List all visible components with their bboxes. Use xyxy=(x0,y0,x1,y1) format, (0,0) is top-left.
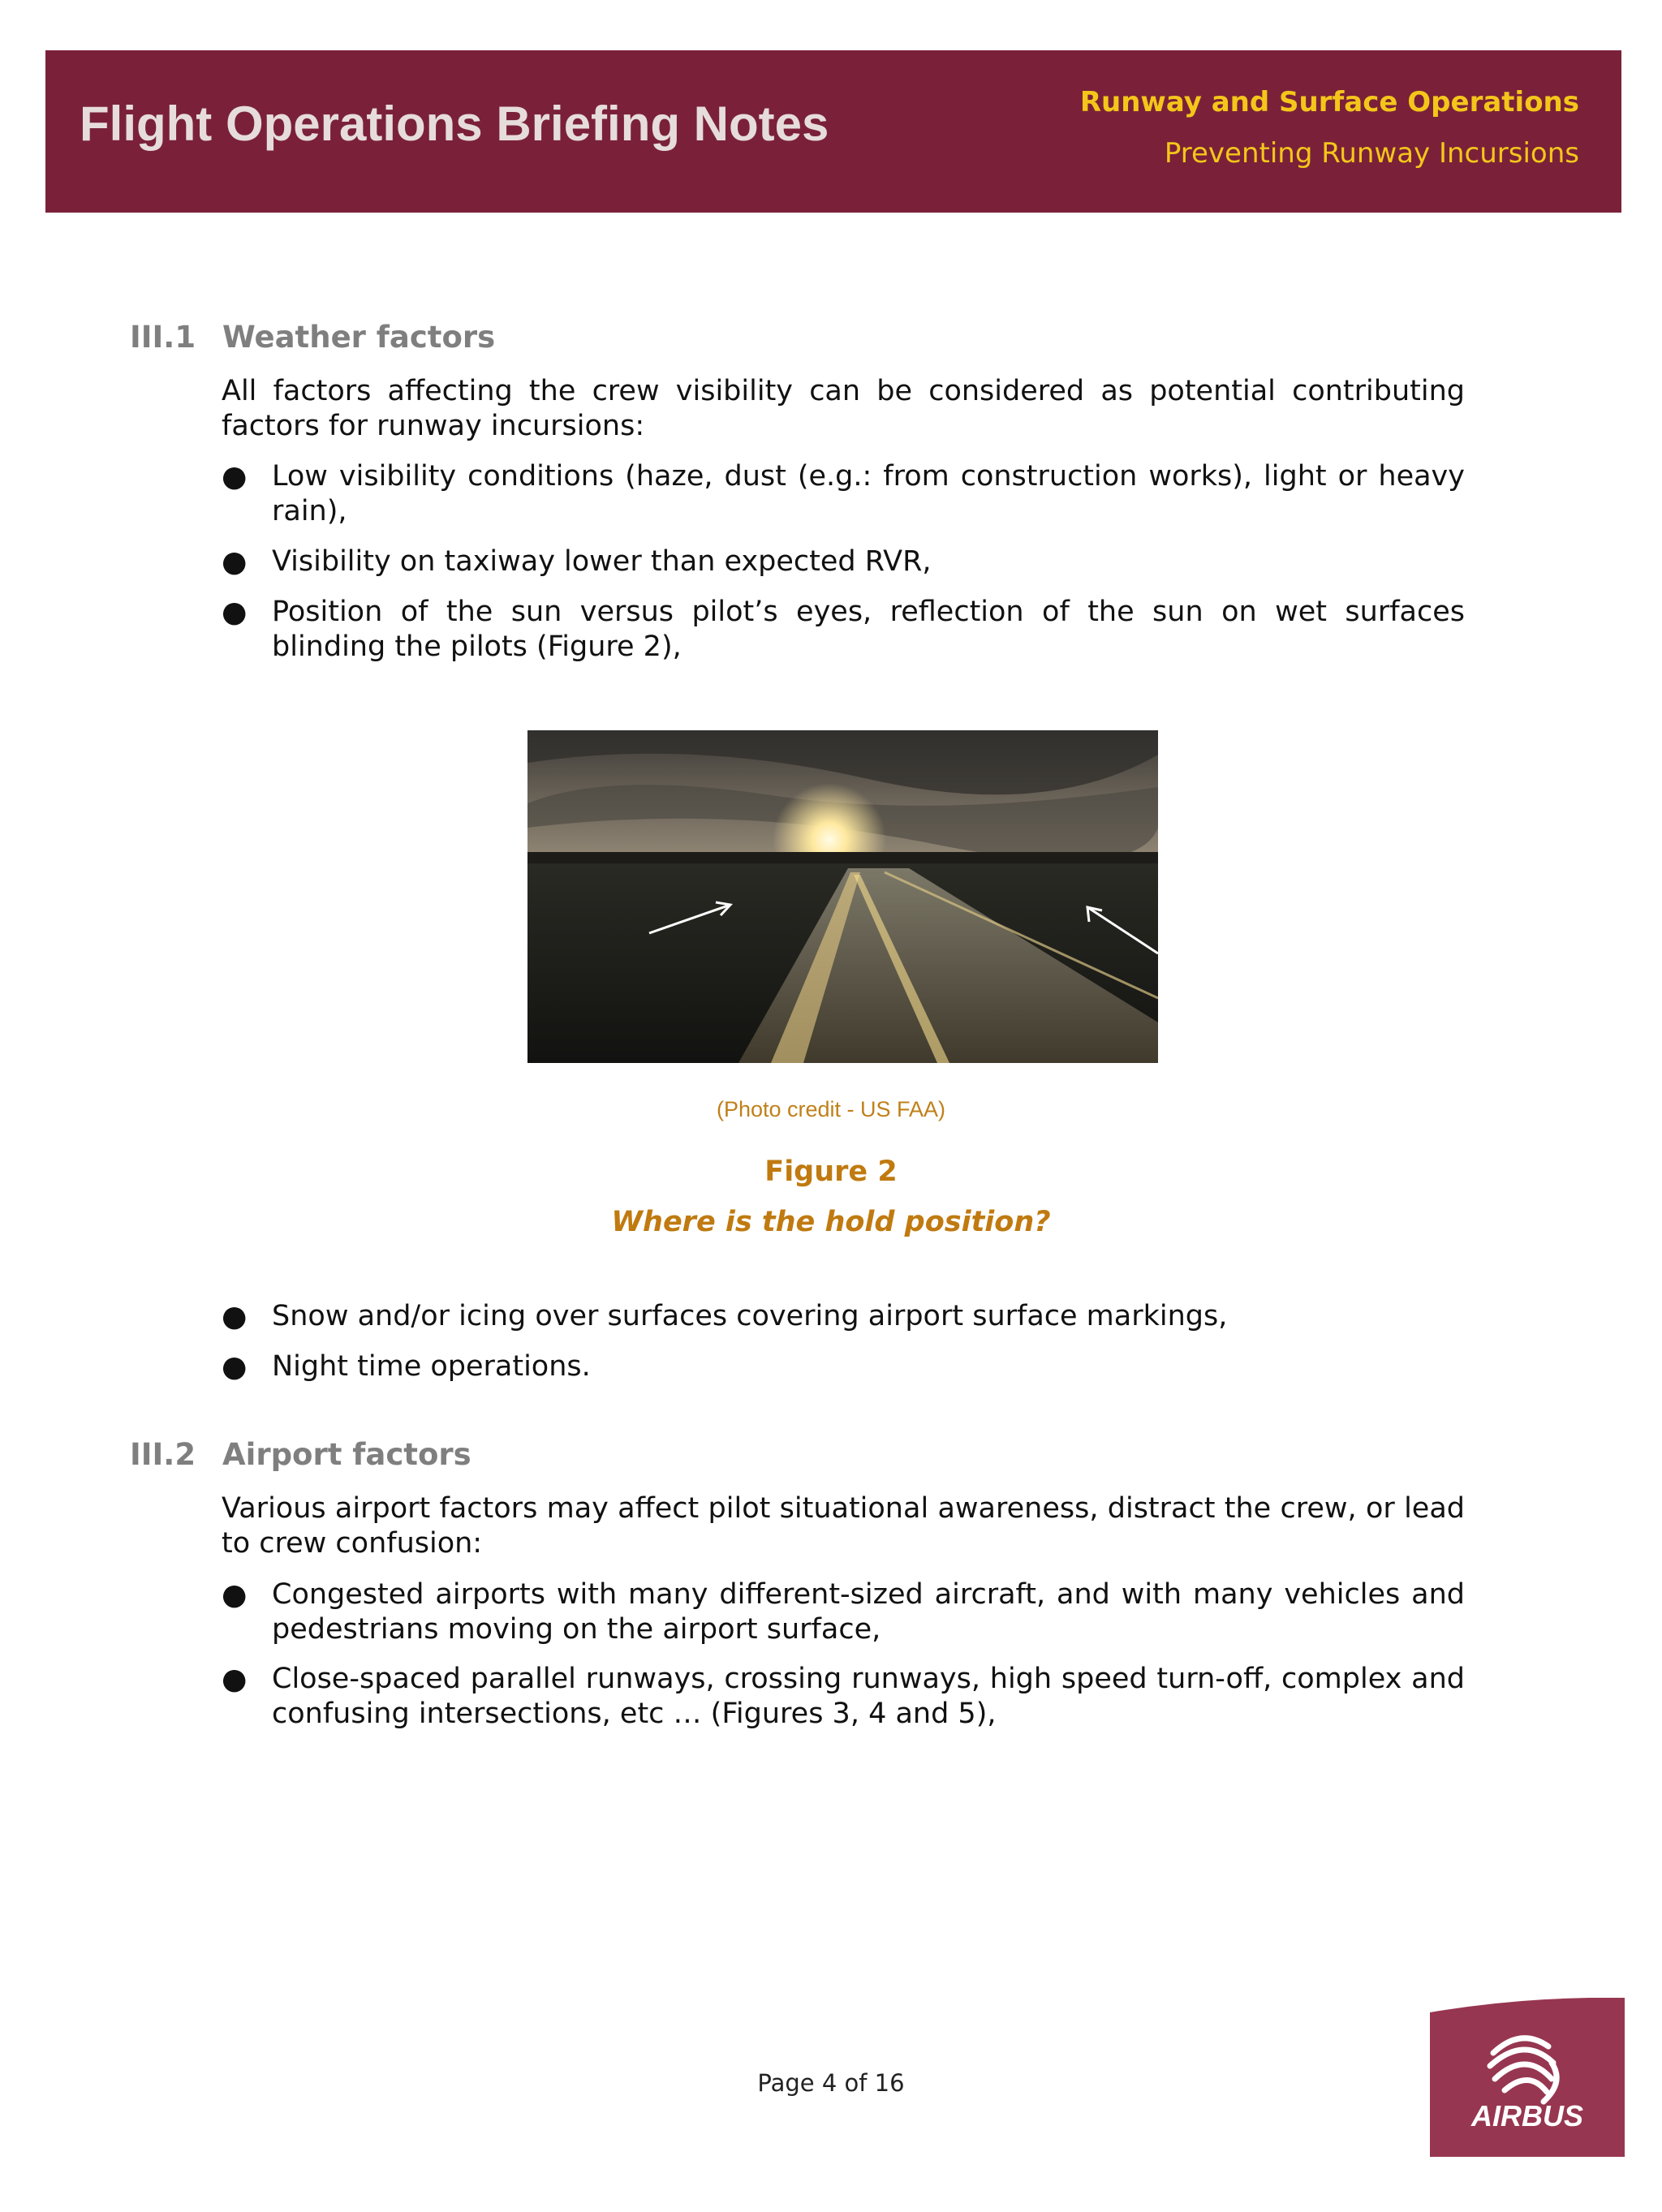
section-number: III.1 xyxy=(130,320,196,355)
header-subtopic: Preventing Runway Incursions xyxy=(1164,137,1579,170)
header-banner xyxy=(45,50,1621,213)
bullet-icon: ● xyxy=(222,460,248,493)
section-number: III.2 xyxy=(130,1437,196,1472)
section-heading-airport xyxy=(130,1437,471,1472)
list-item-text: Position of the sun versus pilot’s eyes, reflection of the sun on wet surfaces blinding the pilots (Figure 2), xyxy=(272,596,1465,663)
photo-credit: (Photo credit - US FAA) xyxy=(716,1097,946,1121)
logo-text: AIRBUS xyxy=(1470,2099,1584,2132)
bullet-icon: ● xyxy=(222,1350,248,1384)
section-intro: Various airport factors may affect pilot situational awareness, distract the crew, or lead to crew confusion: xyxy=(222,1492,1465,1560)
bullet-icon: ● xyxy=(222,596,248,629)
header-topic: Runway and Surface Operations xyxy=(1079,86,1579,118)
section-title: Weather factors xyxy=(222,320,496,355)
list-item xyxy=(222,1349,1465,1384)
list-item-text: Snow and/or icing over surfaces covering airport surface markings, xyxy=(272,1300,1228,1332)
bullet-icon: ● xyxy=(222,1663,248,1696)
list-item xyxy=(222,459,1465,529)
bullet-icon: ● xyxy=(222,545,248,579)
list-item xyxy=(222,1299,1465,1334)
bullet-icon: ● xyxy=(222,1578,248,1612)
list-item-text: Night time operations. xyxy=(272,1350,591,1383)
section-title: Airport factors xyxy=(222,1437,471,1472)
runway-sunset-photo xyxy=(527,730,1158,1063)
list-item xyxy=(222,544,1465,579)
list-item-text: Congested airports with many different-sized aircraft, and with many vehicles and pedestrians moving on the airport surface, xyxy=(272,1578,1465,1646)
document-title: Flight Operations Briefing Notes xyxy=(80,97,829,151)
bullet-icon: ● xyxy=(222,1300,248,1333)
section-heading-weather xyxy=(130,320,495,355)
list-item-text: Visibility on taxiway lower than expected RVR, xyxy=(272,545,932,578)
list-item xyxy=(222,1662,1465,1732)
list-item xyxy=(222,1577,1465,1647)
page-number: Page 4 of 16 xyxy=(757,2069,905,2097)
airbus-logo xyxy=(1430,1998,1625,2157)
list-item-text: Low visibility conditions (haze, dust (e.g.: from construction works), light or heavy rain), xyxy=(272,460,1465,527)
figure-label: Figure 2 xyxy=(764,1155,898,1188)
figure-caption: Where is the hold position? xyxy=(611,1206,1051,1238)
section-intro: All factors affecting the crew visibility can be considered as potential contributing factors for runway incursions: xyxy=(222,375,1465,442)
list-item-text: Close-spaced parallel runways, crossing runways, high speed turn-off, complex and confusing intersections, etc … (Figures 3, 4 and 5), xyxy=(272,1663,1465,1730)
list-item xyxy=(222,595,1465,665)
